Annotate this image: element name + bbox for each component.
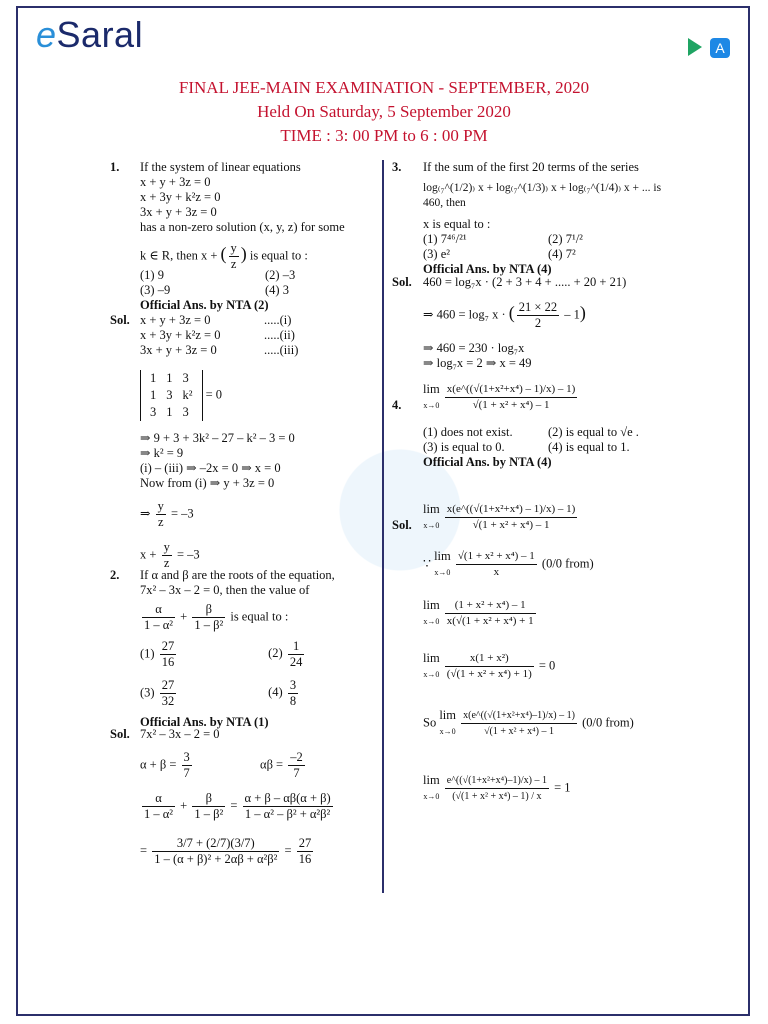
- q1-sol-ref2: .....(ii): [264, 328, 295, 342]
- q2-line3: is equal to :: [230, 609, 289, 624]
- q2-line1: If α and β are the roots of the equation,: [140, 568, 335, 582]
- q1-line2: has a non-zero solution (x, y, z) for some: [140, 220, 345, 234]
- q1-options: [140, 268, 295, 313]
- q1-frac-yz: $\frac{y}{z}$: [230, 241, 237, 271]
- q4-sol-step2: ∵ lim x→0 $\frac{\text{√(1 + x² + x⁴) – 1}}{x}$ (0/0 from): [423, 549, 594, 578]
- q2-options-row2: [140, 678, 376, 709]
- brand-logo[interactable]: [36, 14, 143, 54]
- q3-sol-label: Sol.: [392, 275, 412, 289]
- q4-official-answer: Official Ans. by NTA (4): [423, 455, 552, 469]
- q1-sol-eq1: x + y + 3z = 0: [140, 313, 211, 327]
- q4-stem: [423, 382, 673, 470]
- q1-official-answer: Official Ans. by NTA (2): [140, 298, 269, 312]
- q1-eq2: x + 3y + k²z = 0: [140, 190, 221, 204]
- q1-sol-step8-value: = –3: [170, 506, 194, 521]
- q3-sol-step4: ⇒ log₇x = 2 ⇒ x = 49: [423, 356, 532, 370]
- q1-line3: k ∈ R, then x + ( $\frac{y}{z}$ ) is equal to :: [140, 241, 308, 271]
- q2-line2: 7x² – 3x – 2 = 0, then the value of: [140, 583, 310, 597]
- q1-eq1: x + y + 3z = 0: [140, 175, 211, 189]
- q1-sol-step7: Now from (i) ⇒ y + 3z = 0: [140, 476, 275, 490]
- q3-option-2[interactable]: (2) 7¹/²: [548, 232, 583, 246]
- q3-sol-step3: ⇒ 460 = 230 · log₇x: [423, 341, 525, 355]
- q3-line3: x is equal to :: [423, 217, 491, 231]
- q2-stem: [140, 568, 376, 730]
- q1-sol-label: Sol.: [110, 313, 130, 327]
- det-equals: = 0: [205, 387, 223, 402]
- q2-official-answer: Official Ans. by NTA (1): [140, 715, 269, 729]
- q3-option-4[interactable]: (4) 7²: [548, 247, 576, 261]
- q1-option-2[interactable]: (2) –3: [265, 268, 296, 282]
- q2-sol-label: Sol.: [110, 727, 130, 741]
- q1-line3b: is equal to :: [249, 248, 308, 263]
- app-store-icon[interactable]: A: [710, 38, 730, 58]
- q2-sol-step2: α + β = $\frac{3}{7}$ αβ = $\frac{-2}{7}$: [140, 750, 303, 780]
- det-cell: 3: [150, 405, 157, 419]
- det-cell: k²: [182, 388, 193, 402]
- q1-line3a: k ∈ R, then x +: [140, 248, 218, 263]
- exam-date: Held On Saturday, 5 September 2020: [257, 102, 511, 121]
- q1-determinant: [140, 370, 298, 421]
- q1-sol-ref3: .....(iii): [264, 343, 299, 357]
- q4-solution: [423, 502, 683, 804]
- q3-official-answer: Official Ans. by NTA (4): [423, 262, 552, 276]
- det-cell: 3: [166, 388, 173, 402]
- q2-options-row1: [140, 639, 376, 670]
- det-cell: 1: [166, 371, 173, 385]
- q1-sol-eq3: 3x + y + 3z = 0: [140, 343, 217, 357]
- q4-sol-step5: So lim x→0 $\frac{\text{x(e\textasciicircum{}((√(1+x²+x⁴)–1)/x) – 1)}}{\text{√(1 + x² + x⁴) – 1}}$ (0/0 from): [423, 708, 634, 737]
- exam-title: FINAL JEE-MAIN EXAMINATION - SEPTEMBER, 2020: [178, 78, 590, 97]
- q2-option-1[interactable]: (1) $\frac{27}{16}$: [140, 639, 175, 669]
- q2-option-3[interactable]: (3) $\frac{27}{32}$: [140, 678, 175, 708]
- det-cell: 3: [182, 371, 189, 385]
- q1-sol-step9-value: = –3: [176, 547, 200, 562]
- q3-line2: log₍₇^(1/2)₎ x + log₍₇^(1/3)₎ x + log₍₇^(1/4)₎ x + ... is 460, then: [423, 182, 662, 209]
- q2-expression: $\frac{\alpha}{\text{1 – α²}}$ + $\frac{\beta}{\text{1 – β²}}$ is equal to :: [144, 602, 289, 632]
- q4-sol-step3: lim x→0 $\frac{\text{(1 + x² + x⁴) – 1}}{\text{x(√(1 + x² + x⁴) + 1}}$: [423, 598, 534, 627]
- q2-sol-step1: 7x² – 3x – 2 = 0: [140, 727, 220, 741]
- q1-sol-step9: x + $\frac{y}{z}$ = –3: [140, 540, 200, 570]
- column-divider: [382, 160, 384, 893]
- q1-sol-step8: ⇒ $\frac{y}{z}$ = –3: [140, 499, 194, 529]
- q3-solution: [423, 275, 626, 371]
- exam-time: TIME : 3: 00 PM to 6 : 00 PM: [280, 126, 488, 145]
- q1-eq3: 3x + y + 3z = 0: [140, 205, 217, 219]
- q3-sol-step1: 460 = log₇x · (2 + 3 + 4 + ..... + 20 + 21): [423, 275, 627, 289]
- logo-e: e: [36, 14, 57, 55]
- q3-stem: [423, 160, 663, 277]
- q1-option-1[interactable]: (1) 9: [140, 268, 164, 282]
- q1-sol-step6: (i) – (iii) ⇒ –2x = 0 ⇒ x = 0: [140, 461, 281, 475]
- q1-sol-step5: ⇒ k² = 9: [140, 446, 184, 460]
- q4-limit: lim x→0 $\frac{\text{x(e\textasciicircum{}((√(1+x²+x⁴) – 1)/x) – 1)}}{\text{√(1 + x² + x⁴) – 1}}$: [423, 382, 576, 411]
- q2-sol-step4: = $\frac{3/7 + (2/7)(3/7)}{\text{1 – (α + β)² + 2αβ + α²β²}}$ = $\frac{27}{16}$: [140, 836, 312, 866]
- q1-number: 1.: [110, 160, 120, 174]
- det-cell: 1: [150, 371, 157, 385]
- q1-stem: [140, 160, 376, 272]
- det-cell: 3: [182, 405, 189, 419]
- q4-number: 4.: [392, 398, 402, 412]
- q2-sol-step3: $\frac{\alpha}{\text{1 – α²}}$ + $\frac{\beta}{\text{1 – β²}}$ = $\frac{\alpha + \beta - \alpha\beta(\alpha + \beta)}{\text{1 – α² – β² + α²β²}}$: [144, 791, 331, 821]
- store-links: [688, 38, 730, 58]
- q2-option-2[interactable]: (2) $\frac{1}{24}$: [268, 639, 303, 669]
- det-cell: 1: [166, 405, 173, 419]
- q4-sol-step4: lim x→0 $\frac{\text{x(1 + x²)}}{\text{(√(1 + x² + x⁴) + 1)}}$ = 0: [423, 651, 556, 680]
- q3-number: 3.: [392, 160, 402, 174]
- q4-option-3[interactable]: (3) is equal to 0.: [423, 440, 505, 454]
- q3-sol-step2: ⇒ 460 = log₇ x · ( $\frac{21 \times 22}{2}$ – 1): [423, 300, 586, 330]
- q3-option-3[interactable]: (3) e²: [423, 247, 450, 261]
- q4-option-1[interactable]: (1) does not exist.: [423, 425, 513, 439]
- q4-option-2[interactable]: (2) is equal to √e .: [548, 425, 639, 439]
- q4-sol-step1: lim x→0 $\frac{\text{x(e\textasciicircum{}((√(1+x²+x⁴) – 1)/x) – 1)}}{\text{√(1 + x² + x⁴) – 1}}$: [423, 502, 576, 531]
- q1-solution: [140, 313, 298, 571]
- det-cell: 1: [150, 388, 157, 402]
- q4-sol-step6: lim x→0 $\frac{\text{e\textasciicircum{}((√(1+x²+x⁴)–1)/x) – 1}}{\text{(√(1 + x² + x⁴) – 1) / x}}$ = 1: [423, 773, 571, 802]
- play-store-icon[interactable]: [688, 38, 702, 56]
- q1-line1: If the system of linear equations: [140, 160, 301, 174]
- q1-sol-ref1: .....(i): [264, 313, 292, 327]
- q3-option-1[interactable]: (1) 7⁴⁶/²¹: [423, 232, 467, 246]
- q4-sol-label: Sol.: [392, 518, 412, 532]
- q1-option-4[interactable]: (4) 3: [265, 283, 289, 297]
- q1-option-3[interactable]: (3) –9: [140, 283, 171, 297]
- q2-solution: [140, 727, 335, 867]
- q1-sol-step4: ⇒ 9 + 3 + 3k² – 27 – k² – 3 = 0: [140, 431, 295, 445]
- q3-line1: If the sum of the first 20 terms of the series: [423, 160, 639, 174]
- q2-option-4[interactable]: (4) $\frac{3}{8}$: [268, 678, 297, 708]
- logo-text: Saral: [56, 14, 144, 55]
- q2-number: 2.: [110, 568, 120, 582]
- q1-sol-eq2: x + 3y + k²z = 0: [140, 328, 221, 342]
- q4-option-4[interactable]: (4) is equal to 1.: [548, 440, 630, 454]
